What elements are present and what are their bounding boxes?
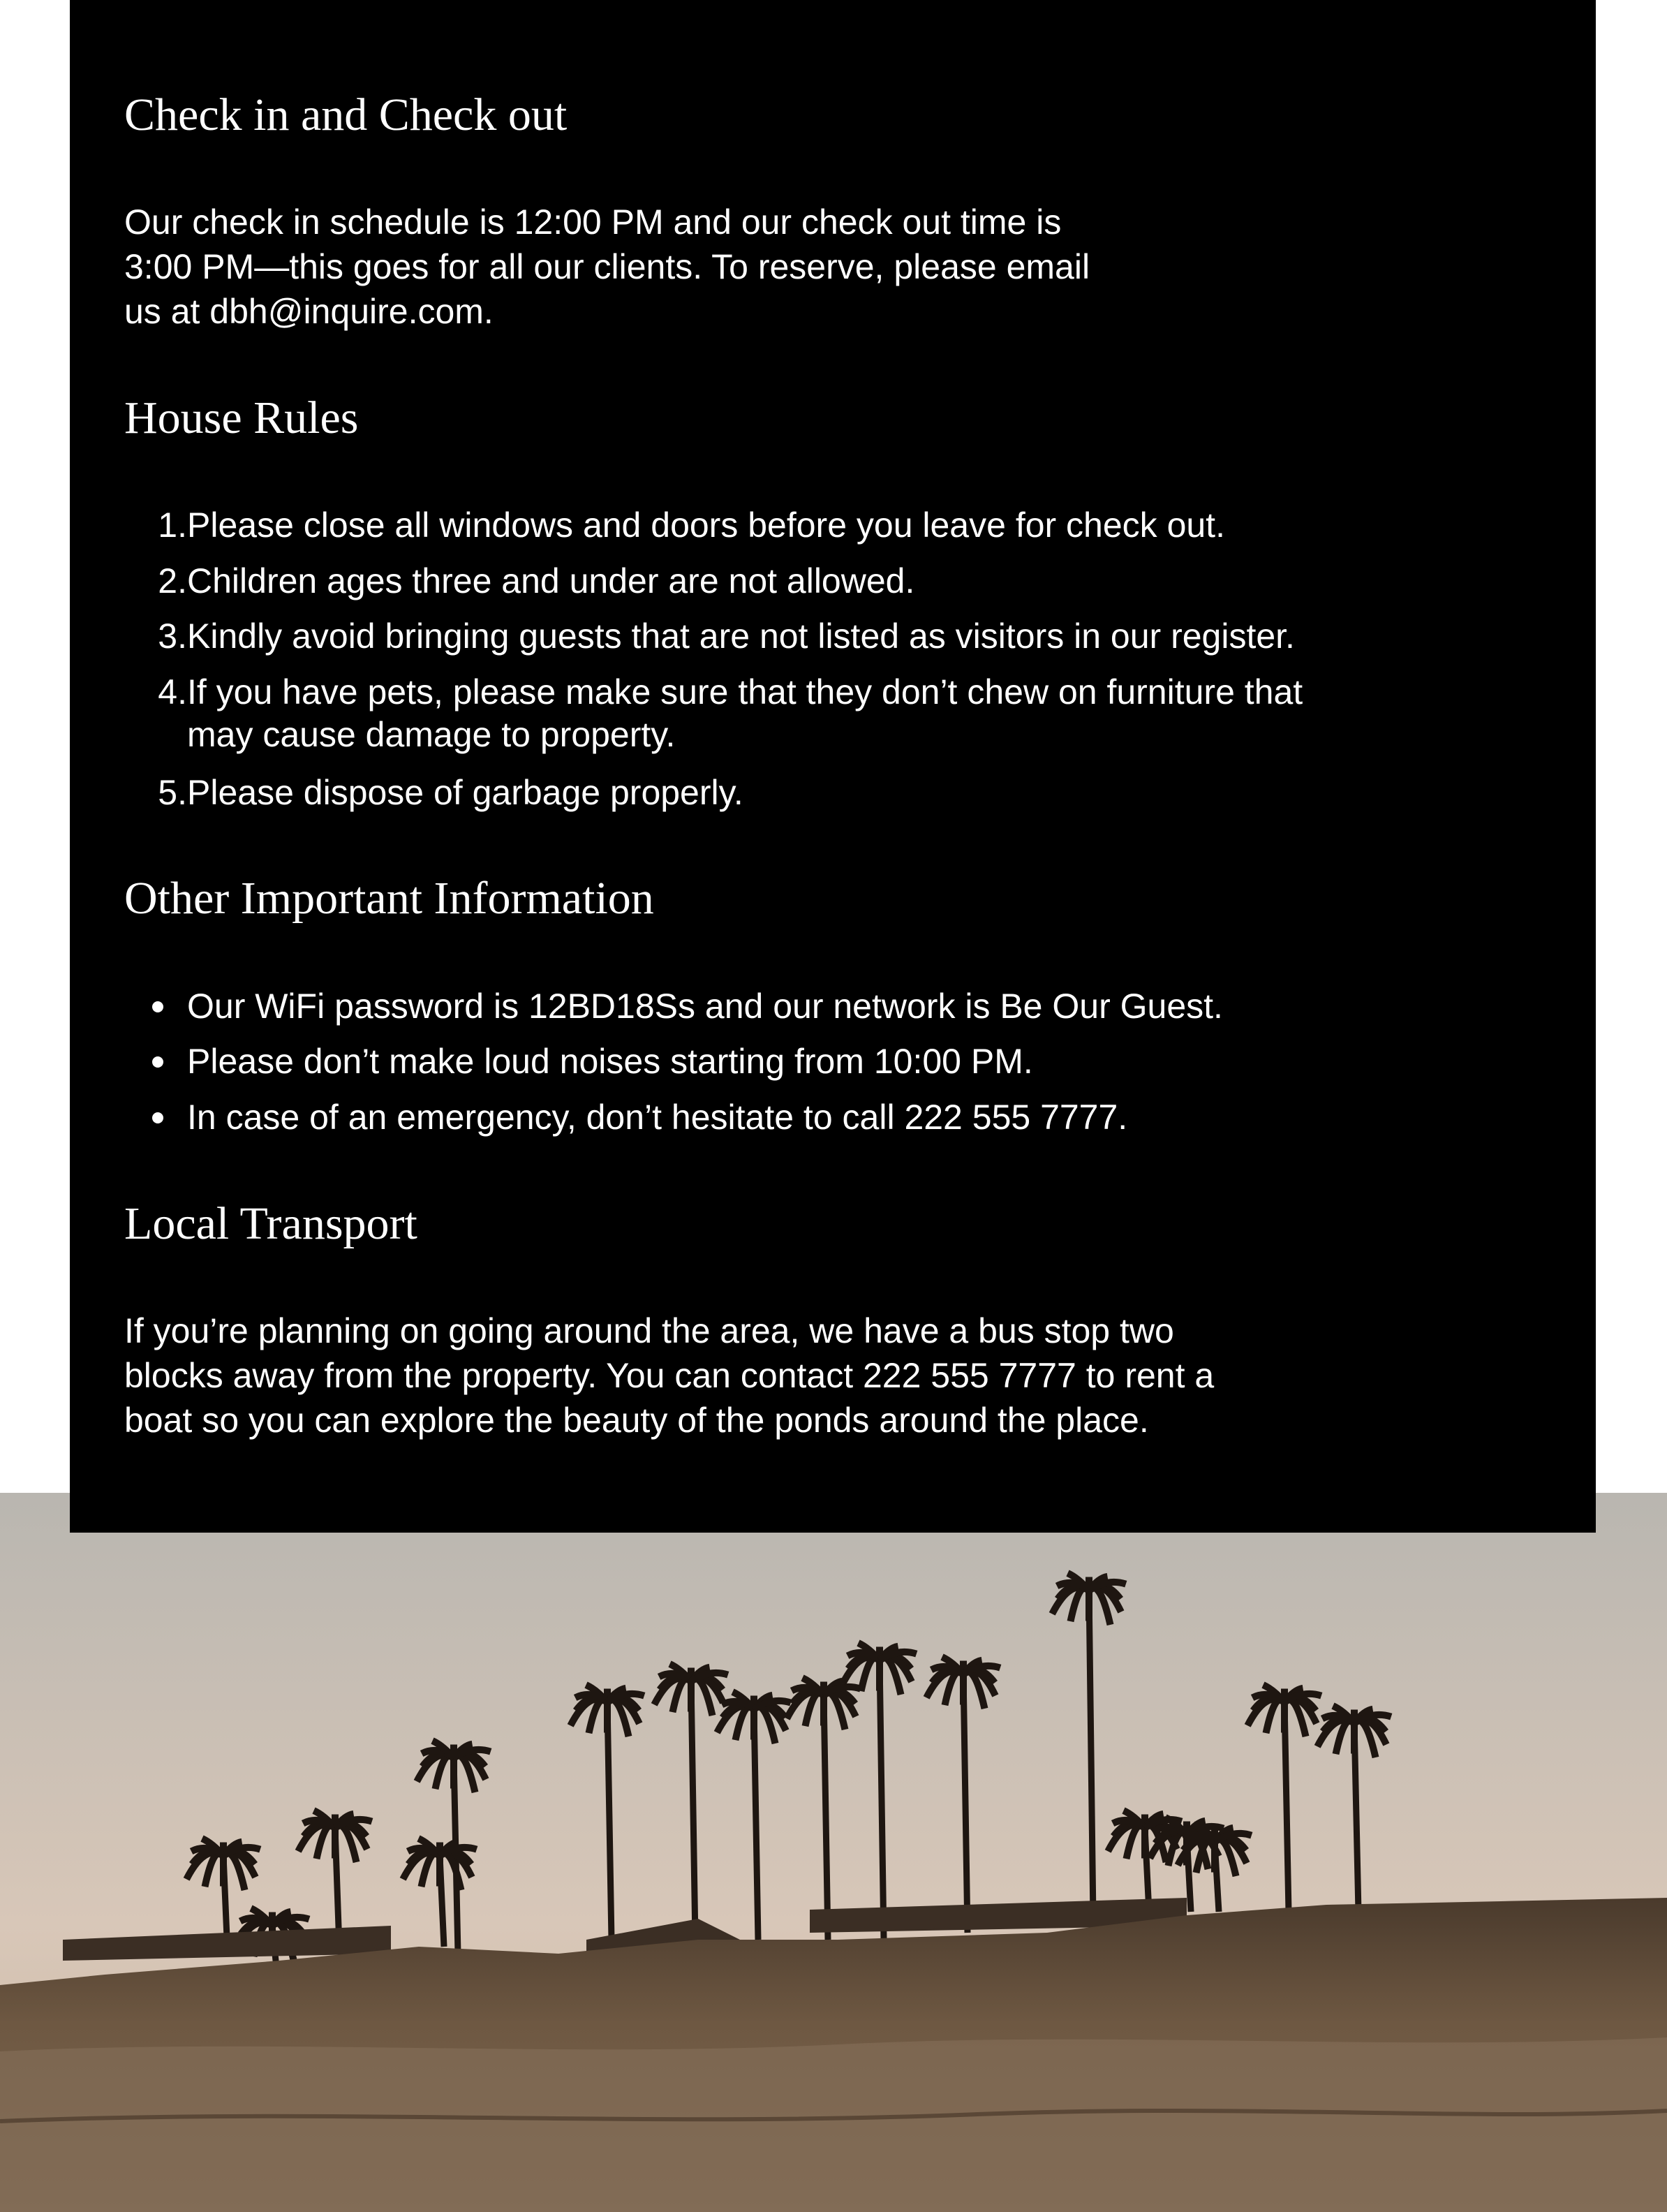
bullet-icon: [152, 1056, 163, 1068]
text-line: boat so you can explore the beauty of the ponds around the place.: [124, 1401, 1149, 1440]
list-number: 1.: [158, 506, 187, 545]
text-line: 3:00 PM—this goes for all our clients. To reserve, please email: [124, 247, 1090, 286]
palm-trunk: [880, 1660, 884, 1940]
palm-trunk: [691, 1681, 695, 1940]
text-line: blocks away from the property. You can contact 222 555 7777 to rent a: [124, 1356, 1215, 1395]
coastal-cliff-palm-photo: [0, 1493, 1667, 2212]
info-panel: [70, 0, 1596, 1533]
transport-heading: Local Transport: [124, 1198, 417, 1249]
list-text: If you have pets, please make sure that they don’t chew on furniture that: [187, 672, 1303, 711]
other-info-heading: Other Important Information: [124, 873, 654, 924]
list-number: 2.: [158, 561, 187, 600]
text-line: If you’re planning on going around the area, we have a bus stop two: [124, 1311, 1174, 1350]
transport-paragraph: [124, 1308, 1214, 1443]
checkin-heading: Check in and Check out: [124, 89, 568, 140]
text-line: us at dbh@inquire.com.: [124, 292, 494, 331]
list-number: 3.: [158, 617, 187, 656]
list-number: 4.: [158, 672, 187, 711]
list-text: In case of an emergency, don’t hesitate to call 222 555 7777.: [187, 1098, 1128, 1137]
list-text: Please don’t make loud noises starting from 10:00 PM.: [187, 1042, 1033, 1081]
palm-trunk: [824, 1695, 828, 1940]
list-text: Please close all windows and doors before you leave for check out.: [187, 506, 1225, 545]
checkin-paragraph: [124, 200, 1090, 334]
palm-trunk: [963, 1674, 968, 1933]
text-line: Our check in schedule is 12:00 PM and our check out time is: [124, 202, 1062, 242]
bullet-icon: [152, 1112, 163, 1123]
palm-trunk: [607, 1702, 612, 1940]
palm-trunk: [1284, 1702, 1289, 1912]
bullet-icon: [152, 1001, 163, 1012]
list-text: may cause damage to property.: [187, 715, 676, 754]
palm-trunk: [1089, 1591, 1093, 1919]
list-number: 5.: [158, 773, 187, 812]
list-text: Kindly avoid bringing guests that are not listed as visitors in our register.: [187, 617, 1295, 656]
house-rules-heading: House Rules: [124, 392, 359, 443]
list-text: Please dispose of garbage properly.: [187, 773, 743, 812]
palm-trunk: [754, 1709, 758, 1940]
list-text: Our WiFi password is 12BD18Ss and our network is Be Our Guest.: [187, 987, 1223, 1026]
list-text: Children ages three and under are not allowed.: [187, 561, 915, 600]
